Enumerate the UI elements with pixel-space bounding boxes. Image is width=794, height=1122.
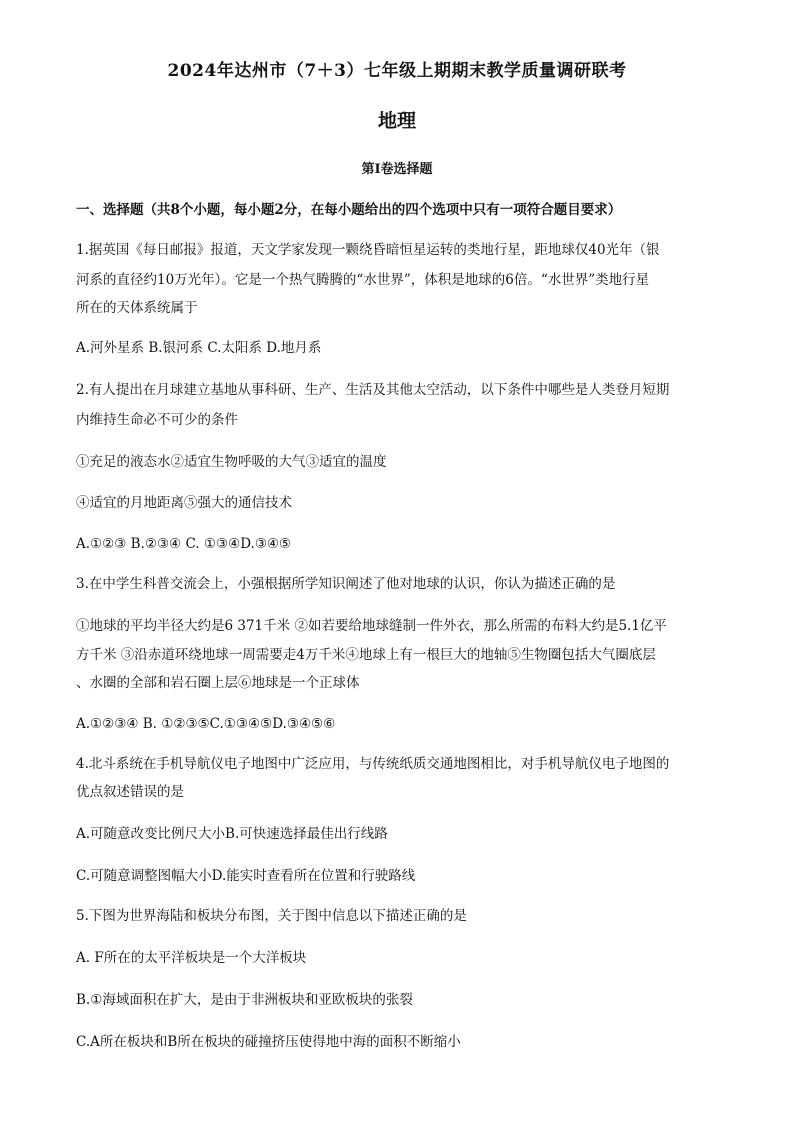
q5-option-b: B.①海域面积在扩大，是由于非洲板块和亚欧板块的张裂 — [76, 992, 413, 1008]
section-heading: 一、选择题（共8个小题，每小题2分，在每小题给出的四个选项中只有一项符合题目要求） — [76, 202, 622, 218]
q2-options: A.①②③ B.②③④ C. ①③④D.③④⑤ — [76, 536, 292, 552]
subject-title: 地理 — [377, 110, 416, 132]
q1-stem-line1: 1.据英国《每日邮报》报道，天文学家发现一颗绕昏暗恒星运转的类地行星，距地球仅40光年（银 — [76, 242, 660, 258]
q1-options: A.河外星系 B.银河系 C.太阳系 D.地月系 — [76, 340, 322, 356]
q3-items-line1: ①地球的平均半径大约是6 371千米 ②如若要给地球缝制一件外衣，那么所需的布料大约是5.1亿平 — [76, 618, 667, 634]
q5-option-a: A. F所在的太平洋板块是一个大洋板块 — [76, 950, 307, 966]
q4-options-ab: A.可随意改变比例尺大小B.可快速选择最佳出行线路 — [76, 826, 388, 842]
q4-stem-line2: 优点叙述错误的是 — [76, 784, 184, 800]
q2-stem-line2: 内维持生命必不可少的条件 — [76, 412, 238, 428]
q4-stem-line1: 4.北斗系统在手机导航仪电子地图中广泛应用，与传统纸质交通地图相比，对手机导航仪电子地图的 — [76, 756, 670, 772]
q5-option-c: C.A所在板块和B所在板块的碰撞挤压使得地中海的面积不断缩小 — [76, 1034, 461, 1050]
q3-options: A.①②③④ B. ①②③⑤C.①③④⑤D.③④⑤⑥ — [76, 716, 336, 732]
q3-stem: 3.在中学生科普交流会上，小强根据所学知识阐述了他对地球的认识，你认为描述正确的是 — [76, 576, 616, 592]
q1-stem-line3: 所在的天体系统属于 — [76, 300, 198, 316]
q2-stem-line1: 2.有人提出在月球建立基地从事科研、生产、生活及其他太空活动，以下条件中哪些是人类登月短期 — [76, 382, 670, 398]
q4-options-cd: C.可随意调整图幅大小D.能实时查看所在位置和行驶路线 — [76, 868, 416, 884]
q2-items-line2: ④适宜的月地距离⑤强大的通信技术 — [76, 495, 292, 511]
q1-stem-line2: 河系的直径约10万光年）。它是一个热气腾腾的“水世界”，体积是地球的6倍。“水世界”类地行星 — [76, 272, 650, 288]
q3-items-line3: 、水圈的全部和岩石圈上层⑥地球是一个正球体 — [76, 675, 360, 691]
exam-title: 2024年达州市（7＋3）七年级上期期末教学质量调研联考 — [167, 61, 627, 81]
volume-title: 第I卷选择题 — [361, 162, 433, 177]
q5-stem: 5.下图为世界海陆和板块分布图，关于图中信息以下描述正确的是 — [76, 908, 467, 924]
q3-items-line2: 方千米 ③沿赤道环绕地球一周需要走4万千米④地球上有一根巨大的地轴⑤生物圈包括大气圈底层 — [76, 647, 656, 663]
q2-items-line1: ①充足的液态水②适宜生物呼吸的大气③适宜的温度 — [76, 454, 387, 470]
